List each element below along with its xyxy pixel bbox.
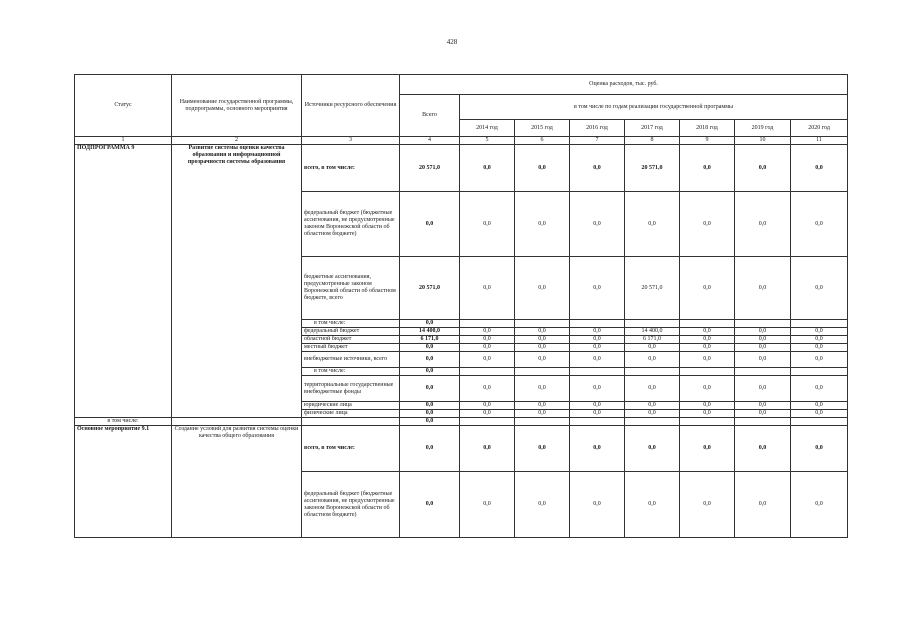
row-year-value: 0,0 bbox=[460, 257, 515, 320]
header-year: 2017 год bbox=[625, 120, 680, 137]
row-year-value: 0,0 bbox=[791, 257, 848, 320]
row-year-value: 0,0 bbox=[735, 376, 791, 402]
row-year-value: 0,0 bbox=[515, 410, 570, 418]
row-source: областной бюджет bbox=[302, 336, 400, 344]
row-year-value: 0,0 bbox=[791, 410, 848, 418]
row-year-value: 0,0 bbox=[515, 402, 570, 410]
row-status: ПОДПРОГРАММА 9 bbox=[75, 145, 172, 418]
row-year-value: 0,0 bbox=[625, 472, 680, 538]
row-year-value: 0,0 bbox=[735, 352, 791, 368]
row-year-value bbox=[735, 368, 791, 376]
row-year-value: 0,0 bbox=[791, 145, 848, 192]
row-total: 0,0 bbox=[400, 344, 460, 352]
row-year-value bbox=[460, 320, 515, 328]
row-year-value: 6 171,0 bbox=[625, 336, 680, 344]
row-year-value: 0,0 bbox=[515, 426, 570, 472]
row-year-value: 0,0 bbox=[515, 328, 570, 336]
row-year-value bbox=[570, 320, 625, 328]
row-year-value: 0,0 bbox=[515, 472, 570, 538]
row-source: бюджетные ассигнования, предусмотренные законом Воронежской области об областном бюджете, всего bbox=[302, 257, 400, 320]
row-source: в том числе: bbox=[302, 368, 400, 376]
row-total: 0,0 bbox=[400, 472, 460, 538]
row-year-value: 0,0 bbox=[515, 344, 570, 352]
row-year-value: 0,0 bbox=[570, 257, 625, 320]
header-name: Наименование государственной программы, подпрограммы, основного мероприятия bbox=[172, 75, 302, 137]
row-year-value: 0,0 bbox=[791, 344, 848, 352]
header-year: 2019 год bbox=[735, 120, 791, 137]
row-year-value: 0,0 bbox=[625, 192, 680, 257]
header-status: Статус bbox=[75, 75, 172, 137]
row-source: всего, в том числе: bbox=[302, 426, 400, 472]
row-name: Развитие системы оценки качества образования и информационной прозрачности системы образования bbox=[172, 145, 302, 418]
row-year-value: 0,0 bbox=[570, 344, 625, 352]
column-number: 1 bbox=[75, 137, 172, 145]
column-number: 6 bbox=[515, 137, 570, 145]
row-year-value: 0,0 bbox=[791, 192, 848, 257]
row-year-value: 20 571,0 bbox=[625, 257, 680, 320]
column-number: 8 bbox=[625, 137, 680, 145]
row-year-value: 0,0 bbox=[680, 352, 735, 368]
row-year-value: 0,0 bbox=[791, 376, 848, 402]
row-name bbox=[172, 418, 302, 426]
header-total: Всего bbox=[400, 95, 460, 137]
row-year-value: 0,0 bbox=[460, 472, 515, 538]
row-status: в том числе: bbox=[75, 418, 172, 426]
row-year-value: 0,0 bbox=[625, 352, 680, 368]
row-year-value: 0,0 bbox=[735, 344, 791, 352]
row-year-value: 0,0 bbox=[460, 402, 515, 410]
row-year-value bbox=[791, 418, 848, 426]
row-year-value: 0,0 bbox=[735, 426, 791, 472]
row-status: Основное мероприятие 9.1 bbox=[75, 426, 172, 538]
row-year-value: 0,0 bbox=[570, 376, 625, 402]
table-row bbox=[75, 145, 848, 192]
column-number: 3 bbox=[302, 137, 400, 145]
row-year-value: 0,0 bbox=[570, 336, 625, 344]
row-year-value: 0,0 bbox=[791, 426, 848, 472]
row-year-value: 0,0 bbox=[460, 352, 515, 368]
column-number: 11 bbox=[791, 137, 848, 145]
row-year-value: 0,0 bbox=[625, 410, 680, 418]
row-total: 0,0 bbox=[400, 192, 460, 257]
row-year-value: 0,0 bbox=[460, 336, 515, 344]
row-total: 0,0 bbox=[400, 402, 460, 410]
row-year-value: 0,0 bbox=[791, 472, 848, 538]
row-year-value: 0,0 bbox=[735, 257, 791, 320]
row-year-value: 0,0 bbox=[791, 328, 848, 336]
row-year-value bbox=[625, 418, 680, 426]
row-total: 0,0 bbox=[400, 376, 460, 402]
row-year-value: 0,0 bbox=[625, 426, 680, 472]
row-year-value: 0,0 bbox=[791, 336, 848, 344]
row-year-value: 0,0 bbox=[570, 352, 625, 368]
row-year-value: 0,0 bbox=[680, 426, 735, 472]
row-year-value: 0,0 bbox=[680, 410, 735, 418]
row-year-value: 0,0 bbox=[735, 328, 791, 336]
row-source: территориальные государственные внебюджетные фонды bbox=[302, 376, 400, 402]
row-year-value bbox=[515, 320, 570, 328]
column-number: 10 bbox=[735, 137, 791, 145]
row-year-value bbox=[460, 368, 515, 376]
row-total: 0,0 bbox=[400, 320, 460, 328]
row-year-value: 0,0 bbox=[735, 145, 791, 192]
row-year-value: 0,0 bbox=[515, 376, 570, 402]
row-total: 20 571,0 bbox=[400, 145, 460, 192]
header-sources: Источники ресурсного обеспечения bbox=[302, 75, 400, 137]
row-year-value bbox=[570, 368, 625, 376]
row-year-value bbox=[460, 418, 515, 426]
row-year-value: 0,0 bbox=[680, 472, 735, 538]
header-year: 2015 год bbox=[515, 120, 570, 137]
row-year-value: 0,0 bbox=[515, 352, 570, 368]
row-total: 0,0 bbox=[400, 410, 460, 418]
column-number: 2 bbox=[172, 137, 302, 145]
row-year-value: 0,0 bbox=[570, 410, 625, 418]
row-source: в том числе: bbox=[302, 320, 400, 328]
row-year-value: 0,0 bbox=[680, 336, 735, 344]
row-year-value: 0,0 bbox=[735, 402, 791, 410]
row-year-value: 0,0 bbox=[680, 344, 735, 352]
row-source: федеральный бюджет (бюджетные ассигнования, не предусмотренные законом Воронежской области об областном бюджете) bbox=[302, 472, 400, 538]
row-year-value: 0,0 bbox=[460, 145, 515, 192]
row-year-value: 0,0 bbox=[680, 192, 735, 257]
row-year-value: 0,0 bbox=[680, 328, 735, 336]
header-year: 2016 год bbox=[570, 120, 625, 137]
row-year-value: 0,0 bbox=[791, 352, 848, 368]
row-year-value: 0,0 bbox=[680, 376, 735, 402]
row-year-value: 0,0 bbox=[515, 257, 570, 320]
row-year-value bbox=[570, 418, 625, 426]
column-number: 9 bbox=[680, 137, 735, 145]
budget-table bbox=[74, 74, 848, 538]
row-year-value bbox=[680, 368, 735, 376]
row-total: 0,0 bbox=[400, 352, 460, 368]
row-source: юридические лица bbox=[302, 402, 400, 410]
header-by-years: в том числе по годам реализации государственной программы bbox=[460, 95, 848, 120]
row-year-value: 0,0 bbox=[625, 402, 680, 410]
row-year-value: 0,0 bbox=[460, 192, 515, 257]
row-total: 20 571,0 bbox=[400, 257, 460, 320]
row-year-value: 0,0 bbox=[625, 376, 680, 402]
row-source: местный бюджет bbox=[302, 344, 400, 352]
row-source: федеральный бюджет (бюджетные ассигнования, не предусмотренные законом Воронежской области об областном бюджете) bbox=[302, 192, 400, 257]
row-year-value: 0,0 bbox=[625, 344, 680, 352]
row-year-value: 0,0 bbox=[460, 376, 515, 402]
row-year-value bbox=[680, 320, 735, 328]
row-total: 0,0 bbox=[400, 418, 460, 426]
row-total: 6 171,0 bbox=[400, 336, 460, 344]
row-year-value bbox=[680, 418, 735, 426]
header-year: 2020 год bbox=[791, 120, 848, 137]
row-year-value: 0,0 bbox=[460, 410, 515, 418]
row-year-value: 0,0 bbox=[570, 192, 625, 257]
row-source bbox=[302, 418, 400, 426]
row-year-value: 0,0 bbox=[570, 472, 625, 538]
table-row bbox=[75, 418, 848, 426]
row-year-value: 14 400,0 bbox=[625, 328, 680, 336]
row-year-value: 0,0 bbox=[680, 145, 735, 192]
row-year-value bbox=[625, 320, 680, 328]
row-year-value: 0,0 bbox=[735, 192, 791, 257]
row-year-value: 0,0 bbox=[735, 336, 791, 344]
column-number: 4 bbox=[400, 137, 460, 145]
row-year-value: 0,0 bbox=[570, 402, 625, 410]
column-number: 7 bbox=[570, 137, 625, 145]
column-number: 5 bbox=[460, 137, 515, 145]
row-year-value bbox=[791, 320, 848, 328]
row-year-value bbox=[515, 418, 570, 426]
row-year-value bbox=[735, 418, 791, 426]
row-source: федеральный бюджет bbox=[302, 328, 400, 336]
row-year-value: 0,0 bbox=[791, 402, 848, 410]
row-year-value: 0,0 bbox=[570, 426, 625, 472]
row-year-value: 0,0 bbox=[460, 344, 515, 352]
row-year-value: 0,0 bbox=[460, 328, 515, 336]
row-year-value: 0,0 bbox=[735, 410, 791, 418]
row-year-value: 0,0 bbox=[515, 336, 570, 344]
row-year-value: 0,0 bbox=[735, 472, 791, 538]
row-year-value: 0,0 bbox=[460, 426, 515, 472]
table-row bbox=[75, 426, 848, 472]
row-year-value: 0,0 bbox=[515, 192, 570, 257]
row-name: Создание условий для развития системы оценки качества общего образования bbox=[172, 426, 302, 538]
row-total: 0,0 bbox=[400, 426, 460, 472]
page-number: 428 bbox=[446, 38, 458, 46]
row-year-value bbox=[791, 368, 848, 376]
row-total: 14 400,0 bbox=[400, 328, 460, 336]
row-year-value: 0,0 bbox=[570, 328, 625, 336]
row-year-value bbox=[515, 368, 570, 376]
row-year-value bbox=[625, 368, 680, 376]
row-year-value: 0,0 bbox=[680, 257, 735, 320]
row-year-value: 20 571,0 bbox=[625, 145, 680, 192]
header-year: 2018 год bbox=[680, 120, 735, 137]
row-year-value bbox=[735, 320, 791, 328]
row-source: физические лица bbox=[302, 410, 400, 418]
header-year: 2014 год bbox=[460, 120, 515, 137]
row-source: всего, в том числе: bbox=[302, 145, 400, 192]
row-year-value: 0,0 bbox=[570, 145, 625, 192]
row-year-value: 0,0 bbox=[680, 402, 735, 410]
row-source: внебюджетные источники, всего bbox=[302, 352, 400, 368]
header-estimate: Оценка расходов, тыс. руб. bbox=[400, 75, 848, 95]
row-year-value: 0,0 bbox=[515, 145, 570, 192]
row-total: 0,0 bbox=[400, 368, 460, 376]
